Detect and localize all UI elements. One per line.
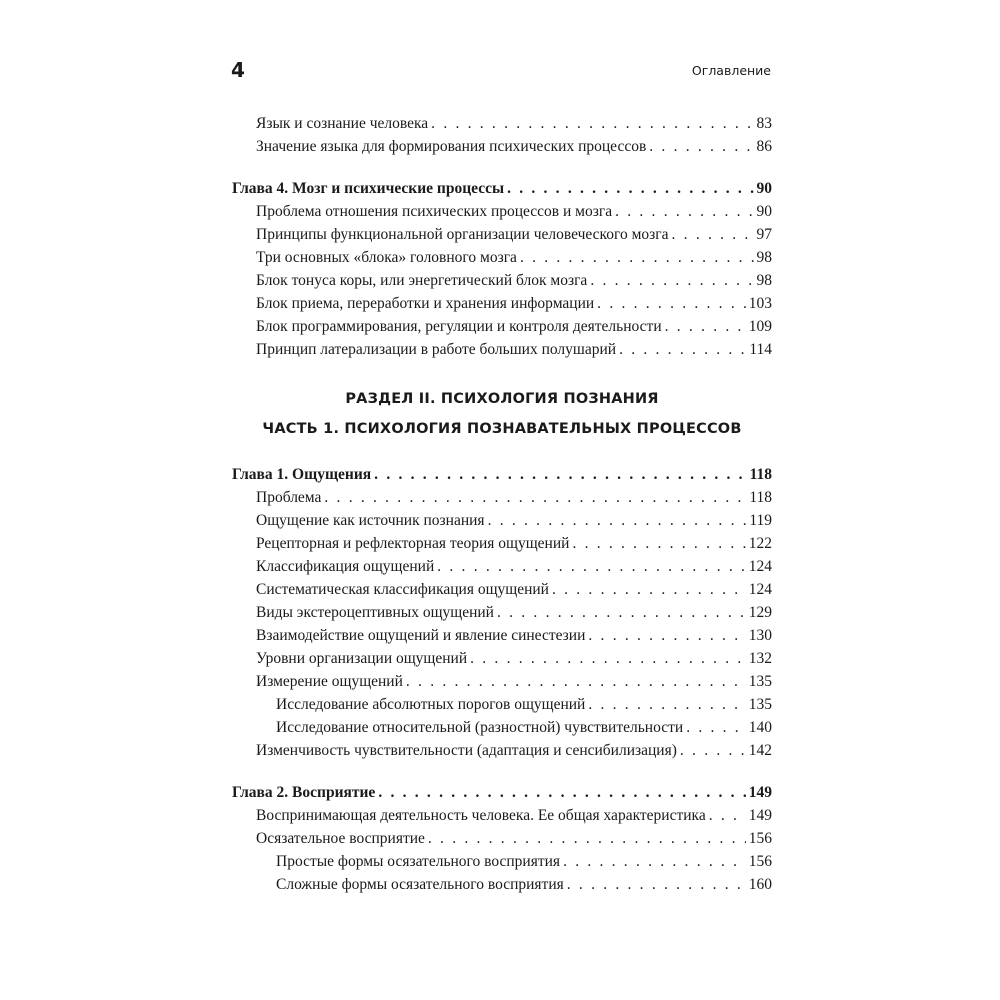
running-head: Оглавление [691, 63, 771, 78]
toc-entry [232, 269, 772, 292]
toc-entry [232, 509, 772, 532]
part-title: ЧАСТЬ 1. ПСИХОЛОГИЯ ПОЗНАВАТЕЛЬНЫХ ПРОЦЕССОВ [262, 421, 742, 437]
toc-entry [232, 532, 772, 555]
dot-leader [665, 315, 746, 338]
dot-leader [470, 647, 746, 670]
toc-entry-page: 83 [756, 115, 772, 132]
toc-entry [232, 624, 772, 647]
toc-entry-page: 103 [748, 295, 772, 312]
toc-entry-title: Исследование абсолютных порогов ощущений [276, 696, 586, 713]
dot-leader [552, 578, 746, 601]
dot-leader [709, 804, 746, 827]
toc-entry-page: 118 [749, 489, 772, 506]
toc-entry [232, 338, 772, 361]
dot-leader [590, 269, 753, 292]
chapter-title: Глава 2. Восприятие [232, 784, 376, 801]
toc-entry-page: 142 [748, 742, 772, 759]
toc-entry-page: 90 [756, 203, 772, 220]
dot-leader [588, 693, 745, 716]
toc-entry-page: 119 [749, 512, 772, 529]
toc-subentry [232, 873, 772, 896]
toc-entry-page: 124 [748, 558, 772, 575]
toc-entry [232, 135, 772, 158]
chapter-title: Глава 1. Ощущения [232, 466, 372, 483]
toc-entry-title: Проблема отношения психических процессов и мозга [256, 203, 613, 220]
dot-leader [615, 200, 753, 223]
toc-entry-page: 109 [748, 318, 772, 335]
dot-leader [597, 292, 746, 315]
toc-entry-page: 140 [748, 719, 772, 736]
toc-entry-page: 129 [748, 604, 772, 621]
section-title: РАЗДЕЛ II. ПСИХОЛОГИЯ ПОЗНАНИЯ [345, 391, 659, 407]
chapter-page: 118 [749, 466, 772, 483]
dot-leader [378, 781, 745, 804]
toc-entry-page: 86 [756, 138, 772, 155]
toc-entry-title: Проблема [256, 489, 322, 506]
dot-leader [324, 486, 746, 509]
dot-leader [437, 555, 746, 578]
toc-entry-title: Простые формы осязательного восприятия [276, 853, 561, 870]
toc-entry-title: Взаимодействие ощущений и явление синестезии [256, 627, 586, 644]
dot-leader [520, 246, 754, 269]
toc-entry-title: Блок программирования, регуляции и контроля деятельности [256, 318, 662, 335]
toc-entry-page: 98 [756, 272, 772, 289]
toc-entry-page: 160 [748, 876, 772, 893]
toc-chapter-heading [232, 463, 772, 486]
toc-entry-page: 132 [748, 650, 772, 667]
dot-leader [507, 177, 753, 200]
table-of-contents [232, 112, 772, 896]
toc-entry-title: Язык и сознание человека [256, 115, 429, 132]
toc-entry-title: Исследование относительной (разностной) чувствительности [276, 719, 684, 736]
page-header [231, 56, 771, 86]
toc-entry-page: 135 [748, 696, 772, 713]
toc-entry-title: Три основных «блока» головного мозга [256, 249, 517, 266]
toc-entry-title: Принцип латерализации в работе больших полушарий [256, 341, 617, 358]
dot-leader [431, 112, 753, 135]
toc-subentry [232, 850, 772, 873]
toc-entry-title: Сложные формы осязательного восприятия [276, 876, 564, 893]
dot-leader [374, 463, 746, 486]
toc-subentry [232, 716, 772, 739]
toc-entry-page: 130 [748, 627, 772, 644]
toc-entry-title: Систематическая классификация ощущений [256, 581, 549, 598]
chapter-page: 149 [748, 784, 772, 801]
toc-subentry [232, 693, 772, 716]
dot-leader [406, 670, 746, 693]
toc-entry-page: 156 [748, 853, 772, 870]
toc-entry-title: Рецепторная и рефлекторная теория ощущений [256, 535, 570, 552]
dot-leader [686, 716, 746, 739]
toc-entry [232, 292, 772, 315]
toc-entry-title: Ощущение как источник познания [256, 512, 485, 529]
toc-entry [232, 804, 772, 827]
toc-entry [232, 223, 772, 246]
dot-leader [497, 601, 746, 624]
toc-entry-title: Измерение ощущений [256, 673, 403, 690]
toc-entry [232, 647, 772, 670]
chapter-title: Глава 4. Мозг и психические процессы [232, 180, 505, 197]
toc-entry [232, 112, 772, 135]
toc-entry [232, 486, 772, 509]
toc-entry [232, 200, 772, 223]
toc-entry-page: 122 [748, 535, 772, 552]
toc-entry [232, 601, 772, 624]
toc-entry-title: Осязательное восприятие [256, 830, 425, 847]
toc-entry-title: Виды экстероцептивных ощущений [256, 604, 494, 621]
dot-leader [563, 850, 746, 873]
dot-leader [672, 223, 754, 246]
dot-leader [567, 873, 746, 896]
dot-leader [572, 532, 745, 555]
toc-entry [232, 739, 772, 762]
dot-leader [488, 509, 747, 532]
toc-chapter-heading [232, 177, 772, 200]
toc-entry-page: 98 [756, 249, 772, 266]
toc-entry-title: Уровни организации ощущений [256, 650, 468, 667]
dot-leader [619, 338, 746, 361]
toc-entry-title: Классификация ощущений [256, 558, 435, 575]
toc-entry-page: 149 [748, 807, 772, 824]
toc-entry-page: 114 [749, 341, 772, 358]
toc-entry-title: Принципы функциональной организации человеческого мозга [256, 226, 669, 243]
toc-entry [232, 827, 772, 850]
chapter-page: 90 [756, 180, 772, 197]
dot-leader [588, 624, 745, 647]
toc-entry-title: Блок приема, переработки и хранения информации [256, 295, 595, 312]
toc-entry-title: Изменчивость чувствительности (адаптация и сенсибилизация) [256, 742, 677, 759]
page-number: 4 [231, 58, 245, 82]
toc-entry-page: 97 [756, 226, 772, 243]
toc-entry-title: Блок тонуса коры, или энергетический блок мозга [256, 272, 588, 289]
toc-entry-title: Значение языка для формирования психических процессов [256, 138, 647, 155]
toc-entry-page: 135 [748, 673, 772, 690]
toc-entry [232, 315, 772, 338]
toc-entry-page: 124 [748, 581, 772, 598]
toc-entry-title: Воспринимающая деятельность человека. Ее общая характеристика [256, 807, 706, 824]
toc-entry [232, 555, 772, 578]
dot-leader [428, 827, 746, 850]
toc-entry [232, 246, 772, 269]
toc-entry [232, 670, 772, 693]
dot-leader [680, 739, 746, 762]
toc-chapter-heading [232, 781, 772, 804]
toc-entry-page: 156 [748, 830, 772, 847]
toc-entry [232, 578, 772, 601]
dot-leader [649, 135, 753, 158]
